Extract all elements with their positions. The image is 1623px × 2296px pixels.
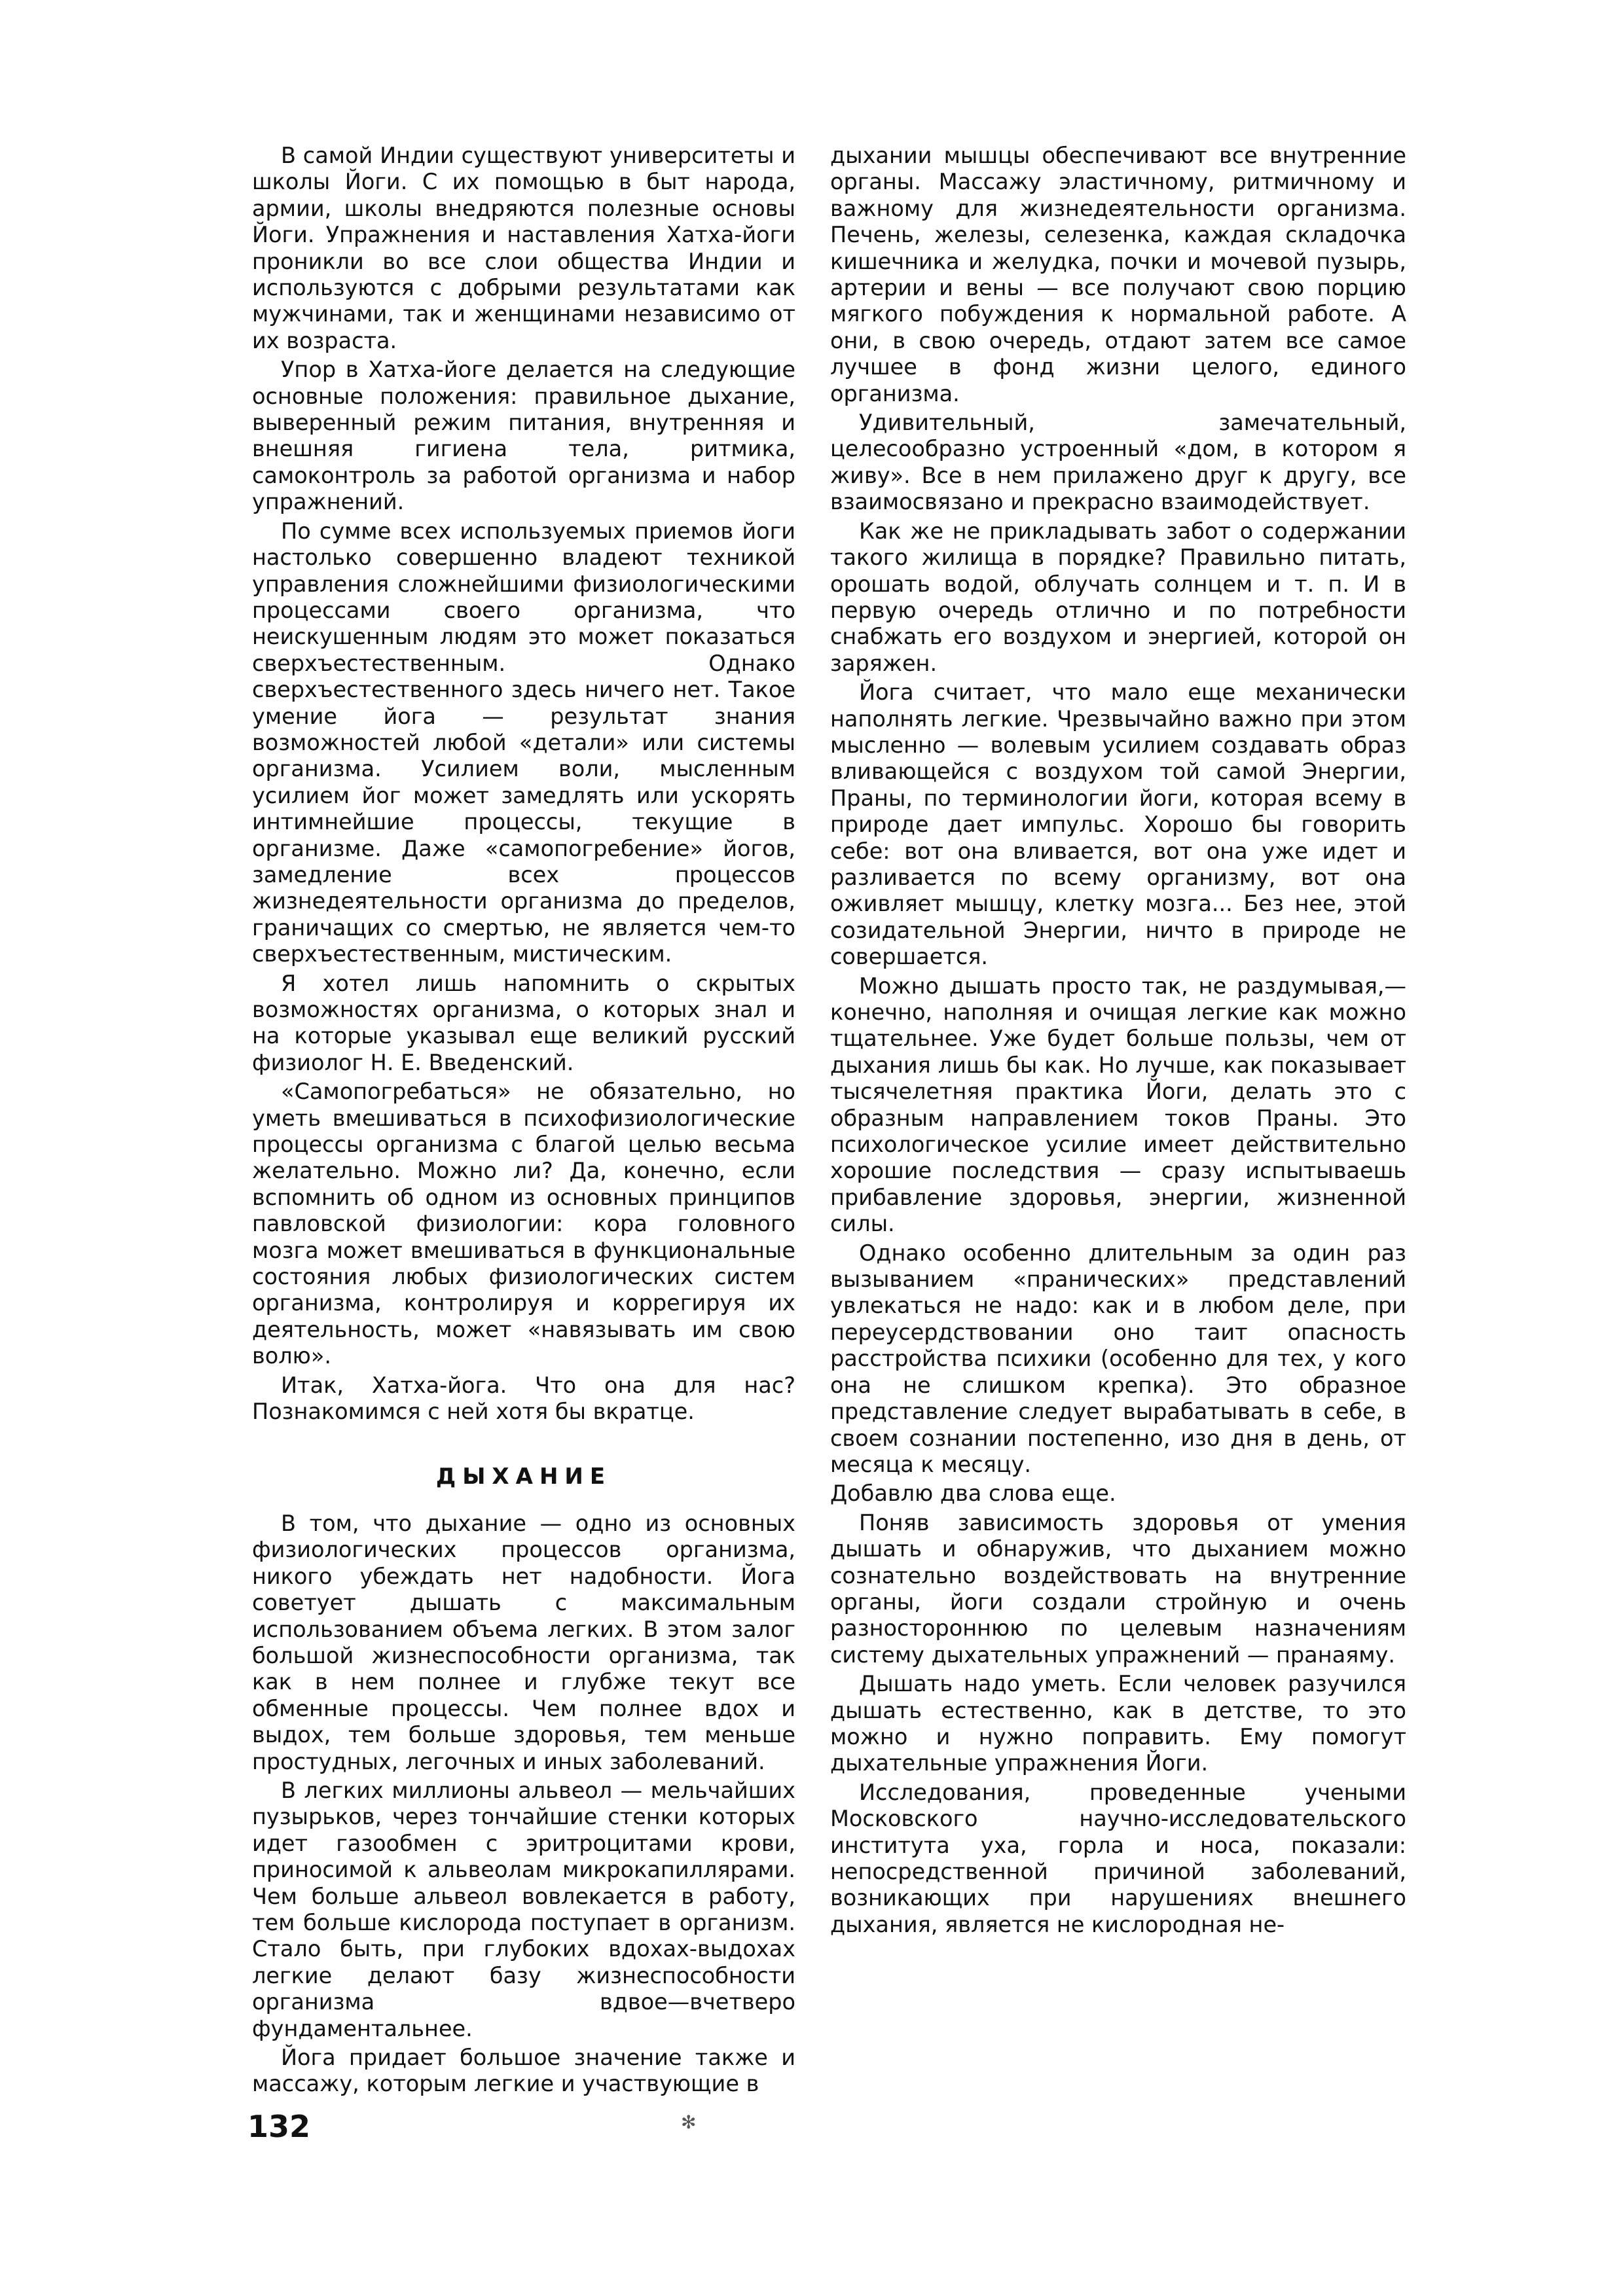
paragraph: Йога считает, что мало еще механически наполнять легкие. Чрезвычайно важно при этом мысленно — волевым усилием создавать образ вливающейся с воздухом той самой Энергии, Праны, по терминологии йоги, которая всему в природе дает импульс. Хорошо бы говорить себе: вот она вливается, вот она уже идет и разливается по всему организму, вот она оживляет мышцу, клетку мозга... Без нее, этой созидательной Энергии, ничто в природе не совершается. [830,679,1406,970]
left-text-column [252,143,795,2100]
paragraph: В том, что дыхание — одно из основных физиологических процессов организма, никого убеждать нет надобности. Йога советует дышать с максимальным использованием объема легких. В этом залог большой жизнеспособности организма, так как в нем полнее и глубже текут все обменные процессы. Чем полнее вдох и выдох, тем больше здоровья, тем меньше простудных, легочных и иных заболеваний. [252,1510,795,1774]
paragraph: Однако особенно длительным за один раз вызыванием «пранических» представлений увлекаться не надо: как и в любом деле, при переусердствовании оно таит опасность расстройства психики (особенно для тех, у кого она не слишком крепка). Это образное представление следует вырабатывать в себе, в своем сознании постепенно, изо дня в день, от месяца к месяцу. [830,1240,1406,1477]
print-mark-icon: ✻ [681,2111,697,2133]
paragraph: Исследования, проведенные учеными Московского научно-исследовательского института уха, горла и носа, показали: непосредственной причиной заболеваний, возникающих при нарушениях внешнего дыхания, является не кислородная не- [830,1779,1406,1937]
paragraph: Упор в Хатха-йоге делается на следующие основные положения: правильное дыхание, выверенный режим питания, внутренняя и внешняя гигиена тела, ритмика, самоконтроль за работой организма и набор упражнений. [252,357,795,515]
paragraph: Йога придает большое значение также и массажу, которым легкие и участвующие в [252,2045,795,2097]
paragraph: дыхании мышцы обеспечивают все внутренние органы. Массажу эластичному, ритмичному и важному для жизнедеятельности организма. Печень, железы, селезенка, каждая складочка кишечника и желудка, почки и мочевой пузырь, артерии и вены — все получают свою порцию мягкого побуждения к нормальной работе. А они, в свою очередь, отдают затем все самое лучшее в фонд жизни целого, единого организма. [830,143,1406,406]
paragraph: Итак, Хатха-йога. Что она для нас? Познакомимся с ней хотя бы вкратце. [252,1372,795,1425]
paragraph: В легких миллионы альвеол — мельчайших пузырьков, через тончайшие стенки которых идет газообмен с эритроцитами крови, приносимой к альвеолам микрокапиллярами. Чем больше альвеол вовлекается в работу, тем больше кислорода поступает в организм. Стало быть, при глубоких вдохах-выдохах легкие делают базу жизнеспособности организма вдвое—вчетверо фундаментальнее. [252,1777,795,2041]
paragraph: Дышать надо уметь. Если человек разучился дышать естественно, как в детстве, то это можно и нужно поправить. Ему помогут дыхательные упражнения Йоги. [830,1671,1406,1776]
paragraph: Как же не прикладывать забот о содержании такого жилища в порядке? Правильно питать, орошать водой, облучать солнцем и т. п. И в первую очередь отлично и по потребности снабжать его воздухом и энергией, которой он заряжен. [830,518,1406,676]
paragraph: «Самопогребаться» не обязательно, но уметь вмешиваться в психофизиологические процессы организма с благой целью весьма желательно. Можно ли? Да, конечно, если вспомнить об одном из основных принципов павловской физиологии: кора головного мозга может вмешиваться в функциональные состояния любых физиологических систем организма, контролируя и коррегируя их деятельность, может «навязывать им свою волю». [252,1079,795,1369]
paragraph: Поняв зависимость здоровья от умения дышать и обнаружив, что дыханием можно сознательно воздействовать на внутренние органы, йоги создали стройную и очень разностороннюю по целевым назначениям систему дыхательных упражнений — пранаяму. [830,1509,1406,1668]
paragraph: В самой Индии существуют университеты и школы Йоги. С их помощью в быт народа, армии, школы внедряются полезные основы Йоги. Упражнения и наставления Хатха-йоги проникли во все слои общества Индии и используются с добрыми результатами как мужчинами, так и женщинами независимо от их возраста. [252,143,795,353]
right-text-column [830,143,1406,1941]
paragraph: Я хотел лишь напомнить о скрытых возможностях организма, о которых знал и на которые указывал еще великий русский физиолог Н. Е. Введенский. [252,970,795,1075]
page-number: 132 [247,2109,311,2144]
paragraph: По сумме всех используемых приемов йоги настолько совершенно владеют техникой управления сложнейшими физиологическими процессами своего организма, что неискушенным людям это может показаться сверхъестественным. Однако сверхъестественного здесь ничего нет. Такое умение йога — результат знания возможностей любой «детали» или системы организма. Усилием воли, мысленным усилием йог может замедлять или ускорять интимнейшие процессы, текущие в организме. Даже «самопогребение» йогов, замедление всех процессов жизнедеятельности организма до пределов, граничащих со смертью, не является чем-то сверхъестественным, мистическим. [252,518,795,967]
paragraph: Удивительный, замечательный, целесообразно устроенный «дом, в котором я живу». Все в нем прилажено друг к другу, все взаимосвязано и прекрасно взаимодействует. [830,410,1406,515]
paragraph: Добавлю два слова еще. [830,1480,1116,1507]
section-heading: ДЫХАНИЕ [435,1463,612,1490]
paragraph: Можно дышать просто так, не раздумывая,—конечно, наполняя и очищая легкие как можно тщательнее. Уже будет больше пользы, чем от дыхания лишь бы как. Но лучше, как показывает тысячелетняя практика Йоги, делать это с образным направлением токов Праны. Это психологическое усилие имеет действительно хорошие последствия — сразу испытываешь прибавление здоровья, энергии, жизненной силы. [830,973,1406,1237]
